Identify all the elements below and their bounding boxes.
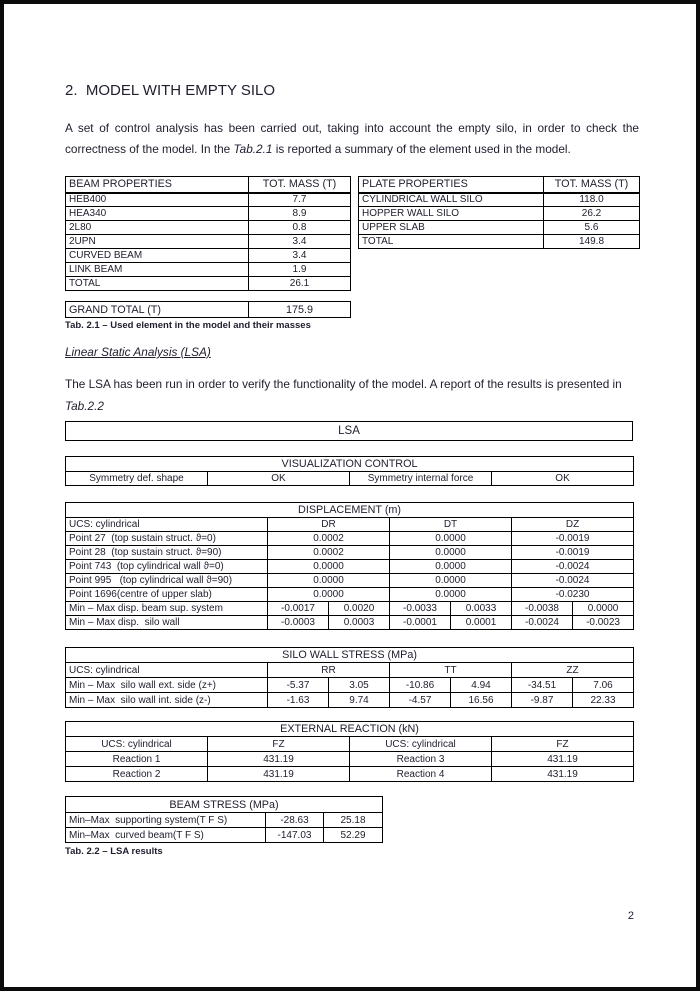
cell-label: CURVED BEAM [66,249,249,263]
cell-min: -147.03 [266,828,324,843]
cell-label: Reaction 2 [66,767,208,782]
cell-value: -4.57 [390,693,451,708]
cell-value: 1.9 [249,263,351,277]
cell-value: -0.0038 [512,602,573,616]
column-header-fz: FZ [492,737,634,752]
cell-min: -28.63 [266,813,324,828]
cell-label: LINK BEAM [66,263,249,277]
cell-value: 0.0002 [268,532,390,546]
beam-stress-title: BEAM STRESS (MPa) [66,797,383,813]
cell-label: TOTAL [66,277,249,291]
table-title-row [66,457,634,472]
ucs-label: UCS: cylindrical [66,518,268,532]
cell-value: 0.0033 [451,602,512,616]
ucs-label: UCS: cylindrical [66,663,268,678]
table-header-row [66,737,634,752]
visualization-control-table [65,456,634,486]
tab21-caption: Tab. 2.1 – Used element in the model and their masses [65,320,311,331]
cell-value: 26.1 [249,277,351,291]
table-row [66,235,351,249]
grand-total-table [65,301,351,318]
cell-label: Symmetry internal force [350,472,492,486]
cell-value: 7.7 [249,193,351,207]
table-header-row [359,177,640,193]
beam-header-mass: TOT. MASS (T) [249,177,351,193]
column-header-zz: ZZ [512,663,634,678]
ucs-label: UCS: cylindrical [66,737,208,752]
cell-label: Min – Max disp. beam sup. system [66,602,268,616]
cell-value: 0.0000 [268,588,390,602]
table-row [66,472,634,486]
cell-value: -34.51 [512,678,573,693]
cell-value: -9.87 [512,693,573,708]
table-title-row [66,648,634,663]
silo-stress-title: SILO WALL STRESS (MPa) [66,648,634,663]
cell-max: 52.29 [324,828,383,843]
grand-total-label: GRAND TOTAL (T) [66,302,249,318]
table-row [359,221,640,235]
silo-wall-stress-table [65,647,634,708]
cell-value: -5.37 [268,678,329,693]
lsa-text-pre: The LSA has been run in order to verify the functionality of the model. A report of the results is presented in [65,377,622,391]
cell-value: 16.56 [451,693,512,708]
table-title-row [66,503,634,518]
table-row [66,221,351,235]
cell-label: CYLINDRICAL WALL SILO [359,193,544,207]
beam-stress-table [65,796,383,843]
grand-total-value: 175.9 [249,302,351,318]
column-header-tt: TT [390,663,512,678]
column-header-rr: RR [268,663,390,678]
table-row [66,767,634,782]
table-row [66,588,634,602]
table-row [359,207,640,221]
table-row [359,235,640,249]
cell-value: -0.0024 [512,574,634,588]
table-title-row [66,722,634,737]
external-reaction-table [65,721,634,782]
table-row [359,193,640,207]
cell-label: 2UPN [66,235,249,249]
cell-label: HEA340 [66,207,249,221]
table-row [66,302,351,318]
cell-value: -0.0017 [268,602,329,616]
tab22-reference: Tab.2.2 [65,399,104,413]
cell-value: -0.0019 [512,546,634,560]
table-row [66,574,634,588]
cell-value: -0.0024 [512,560,634,574]
cell-value: 431.19 [208,752,350,767]
section-heading: 2. MODEL WITH EMPTY SILO [65,82,276,99]
table-header-row [66,663,634,678]
cell-label: Reaction 3 [350,752,492,767]
cell-value: 0.0000 [268,560,390,574]
column-header-dr: DR [268,518,390,532]
cell-value: 431.19 [492,767,634,782]
cell-value: 26.2 [544,207,640,221]
cell-label: Point 28 (top sustain struct. ϑ=90) [66,546,268,560]
cell-value: 0.0000 [390,588,512,602]
cell-value: 3.05 [329,678,390,693]
table-row [66,828,383,843]
cell-label: Min – Max disp. silo wall [66,616,268,630]
cell-label: Point 1696(centre of upper slab) [66,588,268,602]
cell-value: -0.0023 [573,616,634,630]
cell-value: 431.19 [492,752,634,767]
cell-value: 4.94 [451,678,512,693]
beam-header-label: BEAM PROPERTIES [66,177,249,193]
cell-value: 0.0000 [573,602,634,616]
table-row [66,277,351,291]
column-header-fz: FZ [208,737,350,752]
cell-label: UPPER SLAB [359,221,544,235]
table-row [66,560,634,574]
cell-value: 431.19 [208,767,350,782]
intro-text-pre: A set of control analysis has been carried out, taking into account the empty silo, in order to check the correctness of the model. In the [65,121,639,156]
table-row [66,813,383,828]
cell-value: OK [208,472,350,486]
cell-value: 3.4 [249,249,351,263]
table-row [66,616,634,630]
cell-value: 9.74 [329,693,390,708]
table-row [66,207,351,221]
table-row [66,678,634,693]
cell-label: Point 27 (top sustain struct. ϑ=0) [66,532,268,546]
table-row [66,263,351,277]
cell-value: 0.8 [249,221,351,235]
plate-header-mass: TOT. MASS (T) [544,177,640,193]
cell-label: Min–Max supporting system(T F S) [66,813,266,828]
displacement-table [65,502,634,630]
cell-label: Point 995 (top cylindrical wall ϑ=90) [66,574,268,588]
displacement-title: DISPLACEMENT (m) [66,503,634,518]
cell-value: 0.0000 [390,532,512,546]
cell-value: 0.0000 [390,546,512,560]
cell-value: 22.33 [573,693,634,708]
beam-properties-table [65,176,351,291]
column-header-dt: DT [390,518,512,532]
properties-tables-row [65,176,639,291]
cell-value: -1.63 [268,693,329,708]
cell-value: 0.0002 [268,546,390,560]
cell-value: 8.9 [249,207,351,221]
cell-value: 0.0003 [329,616,390,630]
cell-label: Symmetry def. shape [66,472,208,486]
cell-label: Min – Max silo wall ext. side (z+) [66,678,268,693]
page-number: 2 [627,910,634,922]
cell-value: -0.0230 [512,588,634,602]
cell-label: HOPPER WALL SILO [359,207,544,221]
table-row [66,532,634,546]
lsa-paragraph [65,373,639,417]
intro-text-post: is reported a summary of the element used in the model. [272,142,571,156]
lsa-subsection-heading: Linear Static Analysis (LSA) [65,345,211,359]
table-row [66,193,351,207]
cell-value: 0.0000 [390,560,512,574]
cell-value: 3.4 [249,235,351,249]
table-row [66,693,634,708]
cell-value: 0.0000 [390,574,512,588]
cell-label: TOTAL [359,235,544,249]
cell-value: 118.0 [544,193,640,207]
cell-value: 0.0000 [268,574,390,588]
cell-value: 0.0020 [329,602,390,616]
cell-value: -0.0024 [512,616,573,630]
table-row [66,546,634,560]
tab21-reference: Tab.2.1 [233,142,273,156]
cell-label: Reaction 1 [66,752,208,767]
plate-properties-table [358,176,640,249]
cell-value: -0.0019 [512,532,634,546]
table-header-row [66,518,634,532]
cell-label: Reaction 4 [350,767,492,782]
cell-value: 149.8 [544,235,640,249]
cell-value: 5.6 [544,221,640,235]
ucs-label: UCS: cylindrical [350,737,492,752]
cell-value: OK [492,472,634,486]
cell-value: -0.0001 [390,616,451,630]
table-row [66,602,634,616]
cell-value: -0.0003 [268,616,329,630]
document-page [65,0,639,857]
cell-label: Min–Max curved beam(T F S) [66,828,266,843]
column-header-dz: DZ [512,518,634,532]
cell-value: -10.86 [390,678,451,693]
intro-paragraph [65,118,639,160]
visualization-title: VISUALIZATION CONTROL [66,457,634,472]
table-header-row [66,177,351,193]
lsa-banner: LSA [65,421,633,441]
cell-label: 2L80 [66,221,249,235]
cell-value: 7.06 [573,678,634,693]
cell-value: -0.0033 [390,602,451,616]
external-reaction-title: EXTERNAL REACTION (kN) [66,722,634,737]
plate-header-label: PLATE PROPERTIES [359,177,544,193]
table-title-row [66,797,383,813]
tab22-caption: Tab. 2.2 – LSA results [65,846,163,857]
cell-max: 25.18 [324,813,383,828]
cell-label: Point 743 (top cylindrical wall ϑ=0) [66,560,268,574]
table-row [66,752,634,767]
cell-label: Min – Max silo wall int. side (z-) [66,693,268,708]
table-row [66,249,351,263]
cell-label: HEB400 [66,193,249,207]
cell-value: 0.0001 [451,616,512,630]
